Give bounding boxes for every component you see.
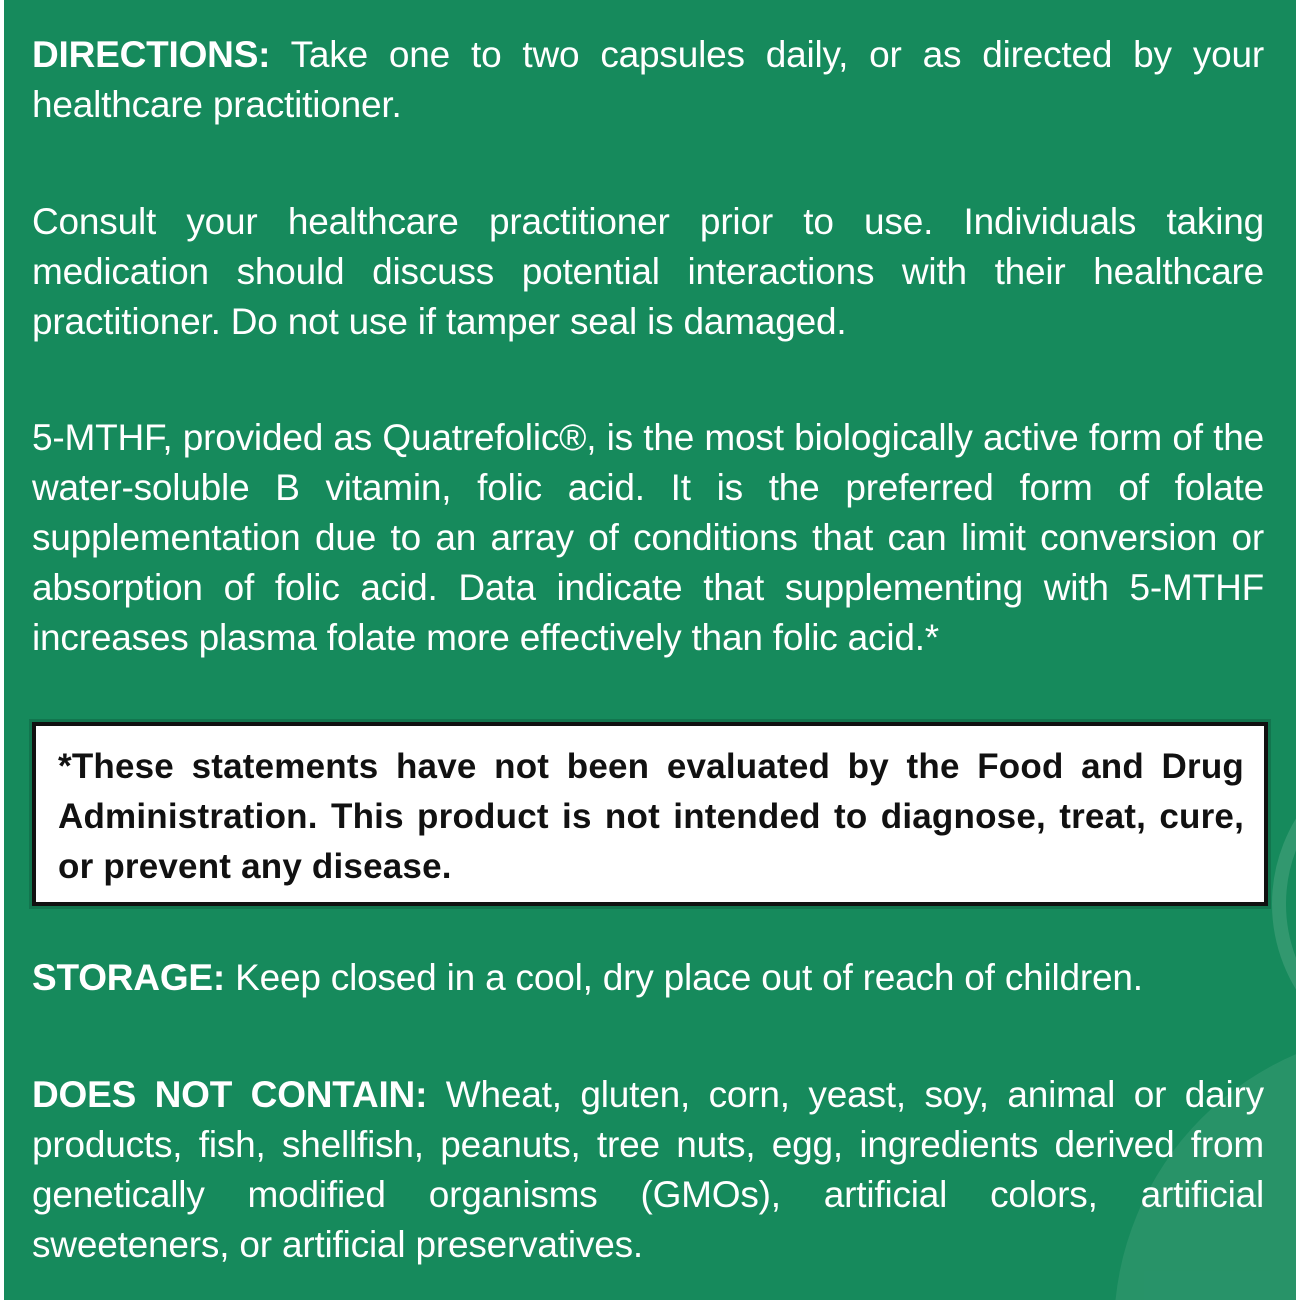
directions-text: Take one to two capsules daily, or as directed by your healthcare practitioner. xyxy=(32,34,1264,125)
does-not-contain-text: Wheat, gluten, corn, yeast, soy, animal or dairy products, fish, shellfish, peanuts, tree nuts, egg, ingredients derived from genetically modified organisms (GMOs), artificial colors, artificial sweeteners, or artificial preservatives. xyxy=(32,1074,1264,1265)
does-not-contain-label: DOES NOT CONTAIN: xyxy=(32,1074,428,1115)
storage-label: STORAGE: xyxy=(32,957,226,998)
decorative-ring xyxy=(1272,740,1296,1068)
directions-paragraph xyxy=(32,30,1264,130)
label-panel xyxy=(4,0,1296,1300)
fda-disclaimer-text: *These statements have not been evaluated by the Food and Drug Administration. This product is not intended to diagnose, treat, cure, or prevent any disease. xyxy=(58,747,1244,886)
storage-text: Keep closed in a cool, dry place out of reach of children. xyxy=(225,957,1143,998)
storage-paragraph xyxy=(32,953,1264,1003)
fda-disclaimer-box xyxy=(32,722,1268,906)
consult-paragraph: Consult your healthcare practitioner prior to use. Individuals taking medication should discuss potential interactions with their healthcare practitioner. Do not use if tamper seal is damaged. xyxy=(32,201,1264,342)
mthf-description-paragraph: 5-MTHF, provided as Quatrefolic®, is the most biologically active form of the water-soluble B vitamin, folic acid. It is the preferred form of folate supplementation due to an array of conditions that can limit conversion or absorption of folic acid. Data indicate that supplementing with 5-MTHF increases plasma folate more effectively than folic acid.* xyxy=(32,417,1264,658)
does-not-contain-paragraph xyxy=(32,1070,1264,1270)
directions-label: DIRECTIONS: xyxy=(32,34,271,75)
